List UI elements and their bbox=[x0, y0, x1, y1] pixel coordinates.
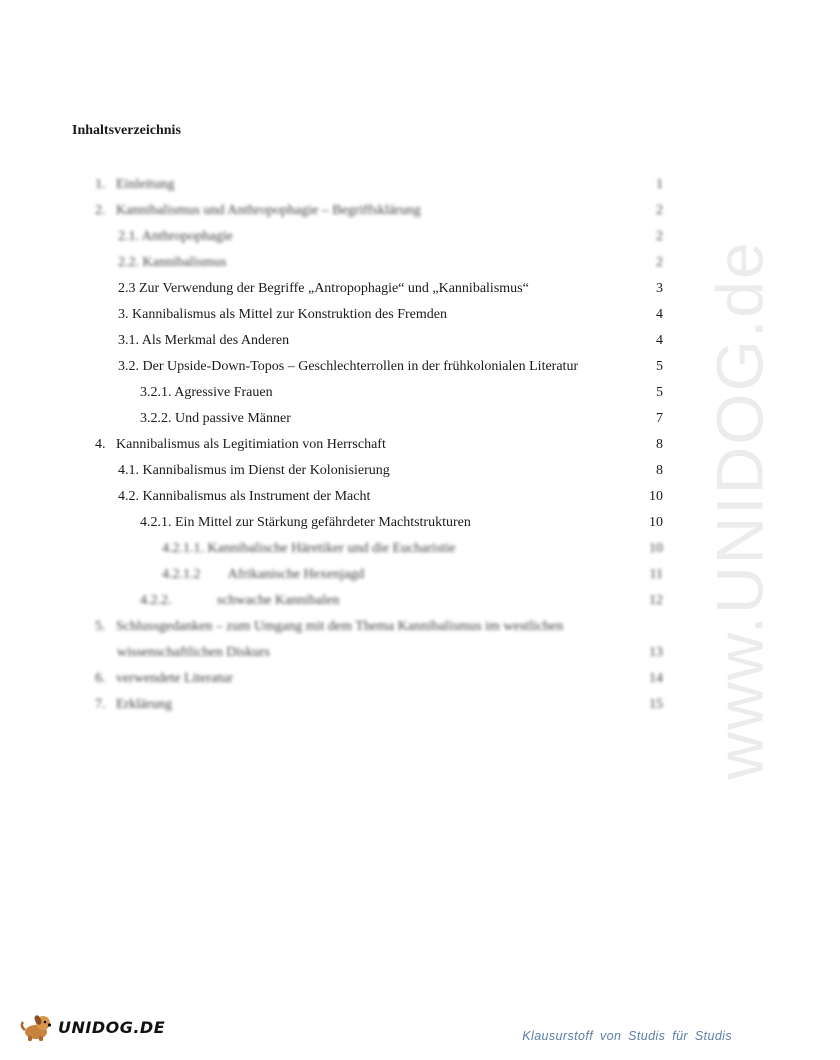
toc-entry-page: 4 bbox=[656, 333, 663, 348]
toc-entry bbox=[0, 356, 750, 378]
toc-entry-page: 4 bbox=[656, 307, 663, 322]
toc-entry-page: 14 bbox=[649, 671, 663, 686]
toc-entry bbox=[0, 174, 750, 196]
toc-entry bbox=[0, 408, 750, 430]
toc-entry-title: 4.2.2. schwache Kannibalen bbox=[140, 593, 340, 608]
unidog-logo bbox=[20, 1012, 165, 1042]
toc-entry bbox=[0, 304, 750, 326]
logo-text: UNIDOG.DE bbox=[58, 1017, 166, 1037]
toc-entry-page: 12 bbox=[649, 593, 663, 608]
toc-entry-title: 3.2.2. Und passive Männer bbox=[140, 411, 291, 426]
toc-entry-page: 5 bbox=[656, 359, 663, 374]
toc-entry bbox=[0, 200, 750, 222]
watermark: www.UNIDOG.de bbox=[703, 240, 777, 780]
toc-entry bbox=[0, 616, 750, 638]
toc-entry bbox=[0, 512, 750, 534]
toc-entry-title: 4. Kannibalismus als Legitimiation von Herrschaft bbox=[95, 437, 386, 452]
toc-entry-title: 5. Schlussgedanken – zum Umgang mit dem Thema Kannibalismus im westlichen bbox=[95, 619, 564, 634]
toc-entry bbox=[0, 382, 750, 404]
toc-entry bbox=[0, 564, 750, 586]
toc-entry-title: 2. Kannibalismus und Anthropophagie – Begriffsklärung bbox=[95, 203, 421, 218]
toc-entry-title: 2.2. Kannibalismus bbox=[118, 255, 227, 270]
toc-entry-title: 1. Einleitung bbox=[95, 177, 175, 192]
toc-entry bbox=[0, 252, 750, 274]
toc-entry bbox=[0, 590, 750, 612]
footer-tagline: Klausurstoff von Studis für Studis bbox=[522, 1029, 732, 1043]
toc-entry bbox=[0, 278, 750, 300]
dog-icon bbox=[20, 1012, 56, 1042]
toc-entry-page: 1 bbox=[656, 177, 663, 192]
toc-entry-page: 5 bbox=[656, 385, 663, 400]
toc-entry-title: 2.3 Zur Verwendung der Begriffe „Antropophagie“ und „Kannibalismus“ bbox=[118, 281, 529, 296]
toc-entry-title: 4.2.1. Ein Mittel zur Stärkung gefährdeter Machtstrukturen bbox=[140, 515, 471, 530]
toc-entry-title: 3.2.1. Agressive Frauen bbox=[140, 385, 273, 400]
toc-entry-title: 4.2.1.2 Afrikanische Hexenjagd bbox=[162, 567, 365, 582]
toc-entry-page: 11 bbox=[649, 567, 663, 582]
toc-entry-page: 13 bbox=[649, 645, 663, 660]
toc-entry bbox=[0, 538, 750, 560]
toc-entry-page: 10 bbox=[649, 541, 663, 556]
toc-entry-title: 2.1. Anthropophagie bbox=[118, 229, 233, 244]
toc-entry bbox=[0, 694, 750, 716]
toc-entry-page: 10 bbox=[649, 515, 663, 530]
toc-heading: Inhaltsverzeichnis bbox=[72, 123, 181, 138]
toc-entry-page: 7 bbox=[656, 411, 663, 426]
toc-entry bbox=[0, 668, 750, 690]
toc-entry bbox=[0, 642, 750, 664]
toc-entry bbox=[0, 226, 750, 248]
toc-entry-title: 7. Erklärung bbox=[95, 697, 172, 712]
toc-entry-page: 2 bbox=[656, 255, 663, 270]
toc-entry-page: 15 bbox=[649, 697, 663, 712]
toc-entry-title: wissenschaftlichen Diskurs bbox=[117, 645, 270, 660]
toc-entry-title: 3. Kannibalismus als Mittel zur Konstruktion des Fremden bbox=[118, 307, 447, 322]
toc-entry bbox=[0, 460, 750, 482]
toc-entry bbox=[0, 486, 750, 508]
toc-entry-title: 6. verwendete Literatur bbox=[95, 671, 233, 686]
toc-entry-title: 4.2. Kannibalismus als Instrument der Macht bbox=[118, 489, 371, 504]
toc-entry-page: 2 bbox=[656, 203, 663, 218]
toc-entry-page: 2 bbox=[656, 229, 663, 244]
toc-entry-page: 3 bbox=[656, 281, 663, 296]
toc-entry bbox=[0, 434, 750, 456]
toc-entry-title: 4.1. Kannibalismus im Dienst der Kolonisierung bbox=[118, 463, 390, 478]
toc-entry-title: 3.2. Der Upside-Down-Topos – Geschlechterrollen in der frühkolonialen Literatur bbox=[118, 359, 579, 374]
toc-entry-page: 10 bbox=[649, 489, 663, 504]
toc-entry-title: 4.2.1.1. Kannibalische Häretiker und die Eucharistie bbox=[162, 541, 456, 556]
toc-entry-page: 8 bbox=[656, 437, 663, 452]
toc-entry bbox=[0, 330, 750, 352]
toc-entry-title: 3.1. Als Merkmal des Anderen bbox=[118, 333, 290, 348]
toc-entry-page: 8 bbox=[656, 463, 663, 478]
